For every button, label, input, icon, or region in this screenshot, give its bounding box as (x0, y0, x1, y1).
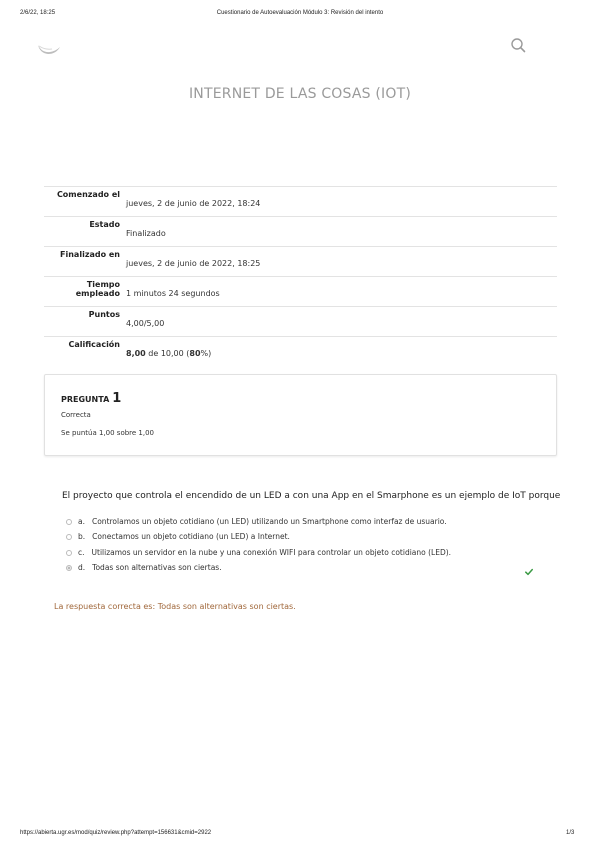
summary-row-finished (44, 247, 557, 277)
summary-label: Puntos (88, 310, 120, 319)
search-icon[interactable] (510, 37, 526, 53)
print-datetime: 2/6/22, 18:25 (20, 10, 56, 16)
page-title: INTERNET DE LAS COSAS (IOT) (188, 86, 412, 102)
option-letter: c. (78, 548, 85, 557)
radio-button[interactable] (66, 519, 72, 525)
summary-value: Finalizado (126, 229, 166, 238)
option-c[interactable] (66, 548, 451, 557)
logo-swoosh-icon[interactable] (36, 40, 62, 54)
question-number: 1 (112, 391, 122, 406)
summary-value: 4,00/5,00 (126, 319, 165, 328)
option-b[interactable] (66, 532, 290, 541)
summary-label: Calificación (68, 340, 120, 349)
radio-button[interactable] (66, 534, 72, 540)
question-label-text: PREGUNTA (61, 395, 110, 404)
question-text: El proyecto que controla el encendido de un LED a con una App en el Smarphone es un ejemplo de IoT porque (62, 491, 561, 501)
summary-row-points (44, 307, 557, 337)
correct-answer-feedback: La respuesta correcta es: Todas son alternativas son ciertas. (54, 602, 296, 611)
print-doc-title: Cuestionario de Autoevaluación Módulo 3: Revisión del intento (216, 10, 384, 16)
print-url: https://abierta.ugr.es/mod/quiz/review.php?attempt=156631&cmid=2922 (20, 830, 212, 836)
print-page-number: 1/3 (566, 830, 575, 836)
option-a[interactable] (66, 517, 447, 526)
summary-label: Tiempo empleado (75, 280, 120, 298)
summary-value (120, 337, 211, 366)
summary-row-state (44, 217, 557, 247)
grade-value: 8,00 (126, 349, 146, 358)
radio-button-selected[interactable] (66, 565, 72, 571)
grade-of-text: de 10,00 ( (145, 349, 190, 358)
summary-label: Comenzado el (56, 190, 120, 199)
question-status: Correcta (61, 411, 91, 419)
radio-button[interactable] (66, 550, 72, 556)
summary-value: jueves, 2 de junio de 2022, 18:25 (126, 259, 261, 268)
attempt-summary-table (44, 186, 557, 366)
option-letter: b. (78, 532, 86, 541)
option-letter: d. (78, 563, 86, 572)
option-letter: a. (78, 517, 85, 526)
option-text: Utilizamos un servidor en la nube y una conexión WIFI para controlar un objeto cotidiano (LED). (91, 548, 452, 557)
option-text: Todas son alternativas son ciertas. (92, 563, 222, 572)
summary-label: Finalizado en (60, 250, 120, 259)
option-text: Conectamos un objeto cotidiano (un LED) a Internet. (92, 532, 290, 541)
summary-row-grade (44, 337, 557, 366)
question-label (61, 391, 121, 406)
question-info-box (44, 374, 557, 456)
summary-value: 1 minutos 24 segundos (126, 289, 220, 298)
option-text: Controlamos un objeto cotidiano (un LED) utilizando un Smartphone como interfaz de usuario. (91, 517, 447, 526)
summary-row-time-taken (44, 277, 557, 307)
summary-label: Estado (89, 220, 120, 229)
question-score: Se puntúa 1,00 sobre 1,00 (61, 429, 155, 437)
grade-percent: 80 (189, 349, 201, 358)
summary-value: jueves, 2 de junio de 2022, 18:24 (126, 199, 261, 208)
summary-row-started (44, 187, 557, 217)
option-d[interactable] (66, 563, 222, 572)
grade-percent-suffix: %) (200, 349, 212, 358)
checkmark-icon (525, 561, 533, 569)
